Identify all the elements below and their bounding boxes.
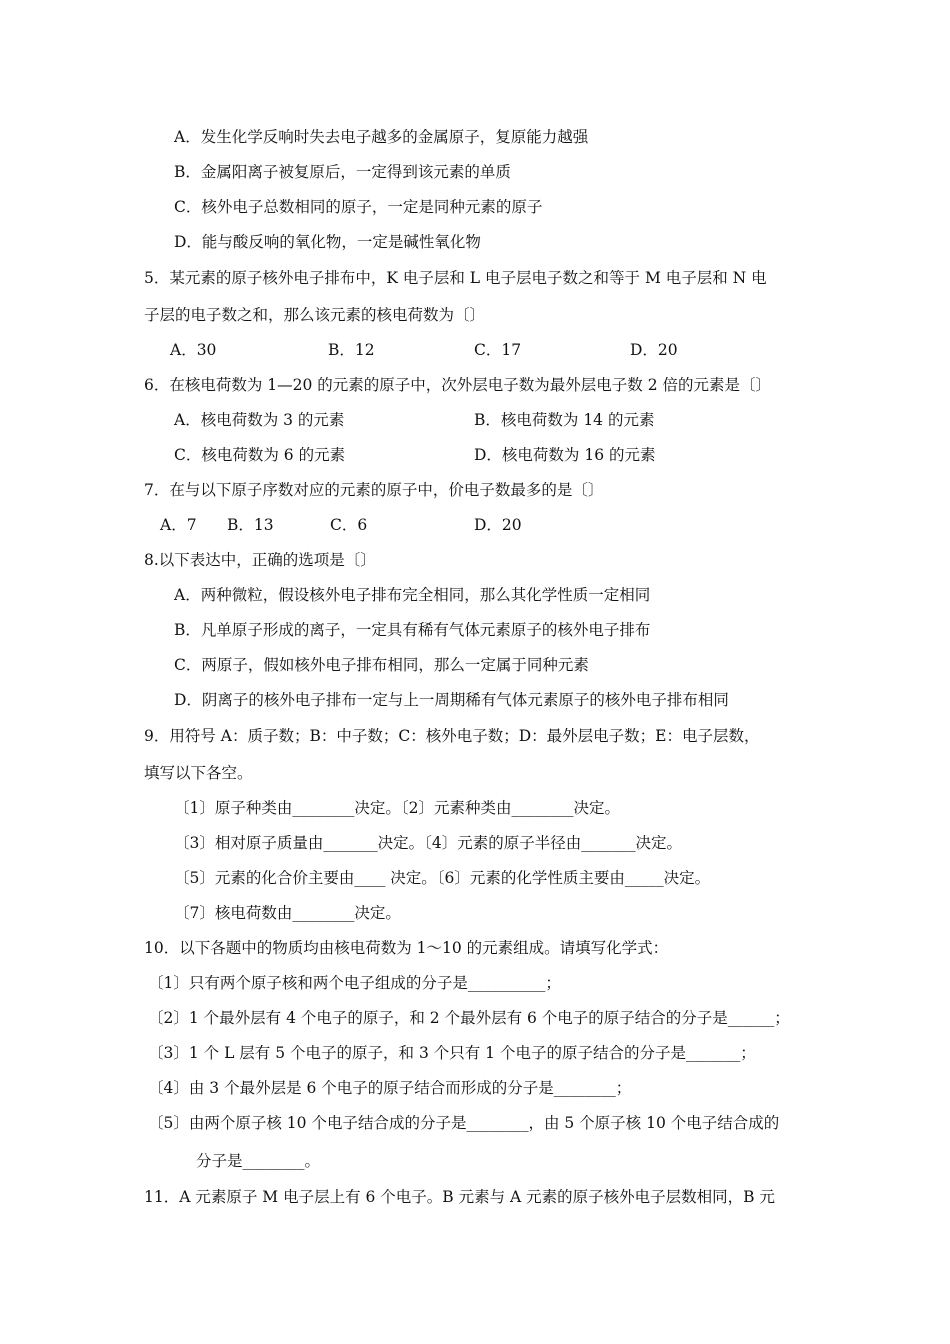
q4-option-a: A．发生化学反响时失去电子越多的金属原子，复原能力越强 xyxy=(174,128,589,146)
q10-item-2: 〔2〕1 个最外层有 4 个电子的原子，和 2 个最外层有 6 个电子的原子结合的分子是______； xyxy=(148,1009,790,1027)
q5-option-d: D．20 xyxy=(630,341,678,359)
q5-option-a: A．30 xyxy=(170,341,217,359)
q8-stem: 8.以下表达中，正确的选项是〔〕 xyxy=(144,551,376,569)
q7-stem: 7．在与以下原子序数对应的元素的原子中，价电子数最多的是〔〕 xyxy=(144,481,604,499)
q6-option-a: A．核电荷数为 3 的元素 xyxy=(174,411,345,429)
q7-option-d: D．20 xyxy=(474,516,522,534)
q7-option-c: C．6 xyxy=(330,516,368,534)
q4-option-c: C．核外电子总数相同的原子，一定是同种元素的原子 xyxy=(174,198,543,216)
q7-option-a: A．7 xyxy=(160,516,197,534)
q10-item-1: 〔1〕只有两个原子核和两个电子组成的分子是__________； xyxy=(148,974,561,992)
q10-item-4: 〔4〕由 3 个最外层是 6 个电子的原子结合而形成的分子是________； xyxy=(148,1079,632,1097)
q6-option-b: B．核电荷数为 14 的元素 xyxy=(474,411,655,429)
q11-stem: 11．A 元素原子 M 电子层上有 6 个电子。B 元素与 A 元素的原子核外电子层数相同，B 元 xyxy=(144,1188,775,1206)
q10-item-3: 〔3〕1 个 L 层有 5 个电子的原子，和 3 个只有 1 个电子的原子结合的分子是_______； xyxy=(148,1044,756,1062)
q5-stem-line1: 5．某元素的原子核外电子排布中，K 电子层和 L 电子层电子数之和等于 M 电子层和 N 电 xyxy=(144,269,767,287)
q6-stem: 6．在核电荷数为 1—20 的元素的原子中，次外层电子数为最外层电子数 2 倍的元素是〔〕 xyxy=(144,376,772,394)
q4-option-b: B．金属阳离子被复原后，一定得到该元素的单质 xyxy=(174,163,511,181)
q9-item-1-2: 〔1〕原子种类由________决定。〔2〕元素种类由________决定。 xyxy=(174,799,620,817)
q9-stem-line1: 9．用符号 A：质子数；B：中子数；C：核外电子数；D：最外层电子数；E：电子层数， xyxy=(144,727,760,745)
q10-item-5-continued: 分子是________。 xyxy=(196,1152,321,1170)
q10-stem: 10．以下各题中的物质均由核电荷数为 1～10 的元素组成。请填写化学式： xyxy=(144,939,669,957)
q5-option-b: B．12 xyxy=(328,341,375,359)
q9-item-7: 〔7〕核电荷数由________决定。 xyxy=(174,904,401,922)
q8-option-d: D．阴离子的核外电子排布一定与上一周期稀有气体元素原子的核外电子排布相同 xyxy=(174,691,729,709)
q4-option-d: D．能与酸反响的氧化物，一定是碱性氧化物 xyxy=(174,233,481,251)
q7-option-b: B．13 xyxy=(227,516,274,534)
q5-stem-line2: 子层的电子数之和，那么该元素的核电荷数为〔〕 xyxy=(144,306,486,324)
q6-option-c: C．核电荷数为 6 的元素 xyxy=(174,446,346,464)
q10-item-5: 〔5〕由两个原子核 10 个电子结合成的分子是________，由 5 个原子核 10 个电子结合成的 xyxy=(148,1114,780,1132)
q9-item-3-4: 〔3〕相对原子质量由_______决定。〔4〕元素的原子半径由_______决定。 xyxy=(174,834,682,852)
q8-option-a: A．两种微粒，假设核外电子排布完全相同，那么其化学性质一定相同 xyxy=(174,586,651,604)
q6-option-d: D．核电荷数为 16 的元素 xyxy=(474,446,656,464)
q9-stem-line2: 填写以下各空。 xyxy=(144,764,253,782)
q9-item-5-6: 〔5〕元素的化合价主要由____ 决定。〔6〕元素的化学性质主要由_____决定。 xyxy=(174,869,711,887)
q8-option-b: B．凡单原子形成的离子，一定具有稀有气体元素原子的核外电子排布 xyxy=(174,621,651,639)
q5-option-c: C．17 xyxy=(474,341,522,359)
q8-option-c: C．两原子，假如核外电子排布相同，那么一定属于同种元素 xyxy=(174,656,589,674)
